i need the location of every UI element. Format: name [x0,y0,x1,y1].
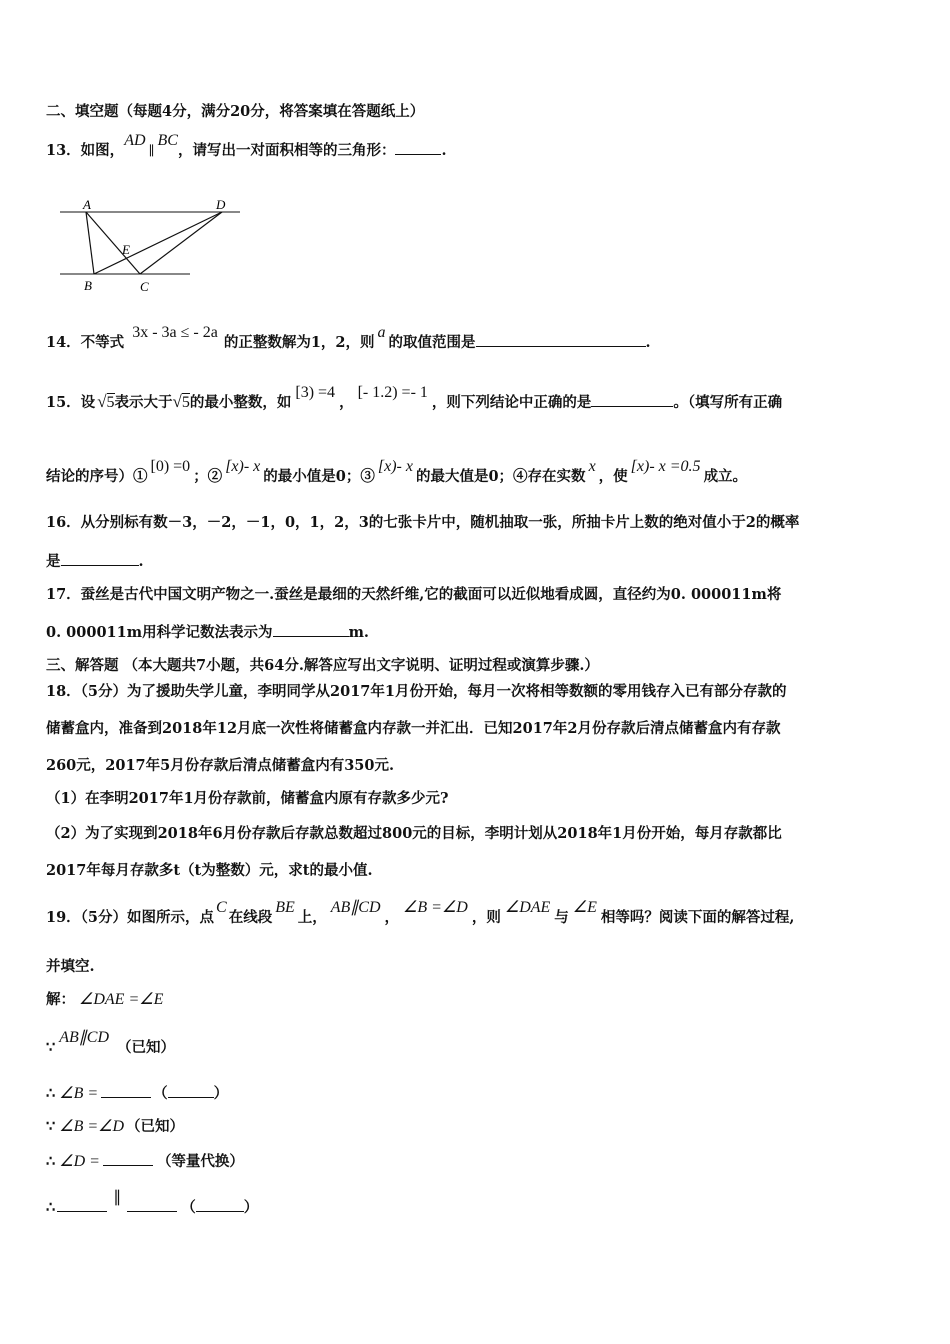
question-14: 14．不等式3x - 3a ≤ - 2a的正整数解为1，2，则a的取值范围是 . [46,324,651,351]
step-5-blank-3[interactable] [196,1197,244,1212]
question-17-line-1: 17．蚕丝是古代中国文明产物之一.蚕丝是最细的天然纤维,它的截面可以近似地看成圆，直径约为0. 000011m将 [46,586,782,603]
question-18-sub-1: （1）在李明2017年1月份存款前，储蓄盒内原有存款多少元? [46,790,449,807]
step-2-blank-1[interactable] [101,1083,151,1098]
question-15-line-2: 结论的序号）①[0) =0；②[x)- x的最小值是0；③[x)- x的最大值是0；④存在实数x，使[x)- x =0.5成立。 [46,458,748,485]
q13-figure [56,192,246,296]
sqrt-5-second: √5 [172,392,190,411]
solution-head: 解： ∠DAE =∠E [46,991,164,1008]
question-16-line-2: 是 . [46,553,144,570]
step-5-blank-1[interactable] [57,1197,107,1212]
section-2-heading: 二、填空题（每题4分，满分20分，将答案填在答题纸上） [46,103,425,120]
solution-step-3: ∵ ∠B =∠D （已知） [46,1118,185,1135]
question-18-line-3: 260元，2017年5月份存款后清点储蓄盒内有350元. [46,757,395,774]
question-19-line-1: 19．（5分）如图所示，点C在线段BE上，AB∥CD，∠B =∠D，则∠DAE与∠E相等吗？阅读下面的解答过程, [46,899,795,926]
question-18-sub-2a: （2）为了实现到2018年6月份存款后存款总数超过800元的目标，李明计划从2018年1月份开始，每月存款都比 [46,825,782,842]
label-c: C [140,279,149,294]
segment-cd [140,212,222,274]
question-15-line-1: 15．设 √5表示大于√5的最小整数，如[3) =4，[- 1.2) =- 1，则下列结论中正确的是 。（填写所有正确 [46,384,783,411]
q13-answer-blank[interactable] [395,140,441,155]
question-18-sub-2b: 2017年每月存款多t（t为整数）元，求t的最小值. [46,862,373,879]
label-b: B [84,278,92,293]
question-19-line-2: 并填空. [46,958,95,975]
solution-step-1: ∵AB∥CD（已知） [46,1029,176,1056]
question-17-line-2: 0. 000011m用科学记数法表示为 m. [46,624,369,641]
q16-answer-blank[interactable] [61,551,139,566]
solution-step-5: ∴∥（ ） [46,1189,259,1216]
question-18-line-2: 储蓄盒内，准备到2018年12月底一次性将储蓄盒内存款一并汇出．已知2017年2月份存款后清点储蓄盒内有存款 [46,720,781,737]
step-2-blank-2[interactable] [168,1083,214,1098]
q14-answer-blank[interactable] [476,332,646,347]
label-e: E [122,242,130,257]
question-13: 13．如图，AD∥BC，请写出一对面积相等的三角形： . [46,132,447,159]
solution-step-2: ∴ ∠B = （ ） [46,1085,229,1102]
segment-ab [86,212,94,274]
solution-step-4: ∴ ∠D = （等量代换） [46,1153,244,1170]
q17-answer-blank[interactable] [273,622,349,637]
step-5-blank-2[interactable] [127,1197,177,1212]
question-18-line-1: 18．（5分）为了援助失学儿童，李明同学从2017年1月份开始，每月一次将相等数额的零用钱存入已有部分存款的 [46,683,787,700]
section-3-heading: 三、解答题 （本大题共7小题，共64分.解答应写出文字说明、证明过程或演算步骤.） [46,657,599,674]
sqrt-5: √5 [97,392,115,411]
q15-answer-blank[interactable] [591,392,673,407]
question-16-line-1: 16．从分别标有数－3，－2，－1，0，1，2，3的七张卡片中，随机抽取一张，所抽卡片上数的绝对值小于2的概率 [46,514,800,531]
label-a: A [83,197,91,212]
step-4-blank[interactable] [103,1151,153,1166]
label-d: D [216,197,226,212]
